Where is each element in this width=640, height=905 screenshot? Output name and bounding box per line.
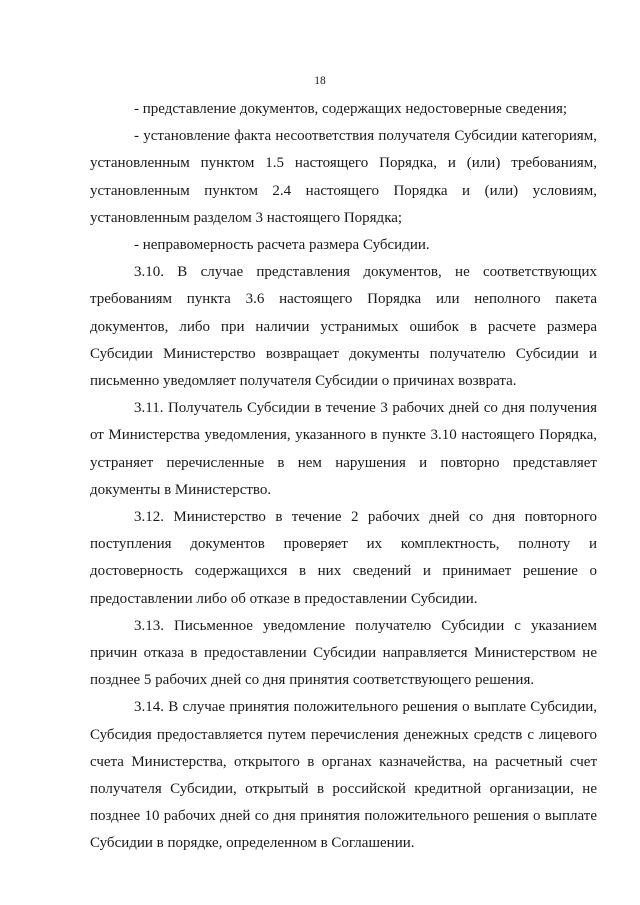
paragraph-3-14: 3.14. В случае принятия положительного решения о выплате Субсидии, Субсидия предоставляется путем перечисления денежных средств с лицевого счета Министерства, открытого в органах казначейства, на расчетный счет получателя Субсидии, открытый в российской кредитной организации, не позднее 10 рабочих дней со дня принятия положительного решения о выплате Субсидии в порядке, определенном в Соглашении. xyxy=(90,699,597,852)
document-body xyxy=(90,96,597,858)
paragraph-3-13: 3.13. Письменное уведомление получателю Субсидии с указанием причин отказа в предоставлении Субсидии направляется Министерством не позднее 5 рабочих дней со дня принятия соответствующего решения. xyxy=(90,617,597,689)
paragraph-nonconformity: - установление факта несоответствия получателя Субсидии категориям, установленным пунктом 1.5 настоящего Порядка, и (или) требованиям, установленным пунктом 2.4 настоящего Порядка и (или) условиям, установленным разделом 3 настоящего Порядка; xyxy=(90,128,597,226)
paragraph-3-12: 3.12. Министерство в течение 2 рабочих дней со дня повторного поступления документов проверяет их комплектность, полноту и достоверность содержащихся в них сведений и принимает решение о предоставлении либо об отказе в предоставлении Субсидии. xyxy=(90,509,597,607)
paragraph-calculation-error: - неправомерность расчета размера Субсидии. xyxy=(134,237,430,254)
page-number: 18 xyxy=(314,75,326,87)
paragraph-3-11: 3.11. Получатель Субсидии в течение 3 рабочих дней со дня получения от Министерства уведомления, указанного в пункте 3.10 настоящего Порядка, устраняет перечисленные в нем нарушения и повторно представляет документы в Министерство. xyxy=(90,400,597,498)
paragraph-false-info: - представление документов, содержащих недостоверные сведения; xyxy=(134,101,568,117)
paragraph-3-10: 3.10. В случае представления документов, не соответствующих требованиям пункта 3.6 настоящего Порядка или неполного пакета документов, либо при наличии устранимых ошибок в расчете размера Субсидии Министерство возвращает документы получателю Субсидии и письменно уведомляет получателя Субсидии о причинах возврата. xyxy=(90,264,597,390)
